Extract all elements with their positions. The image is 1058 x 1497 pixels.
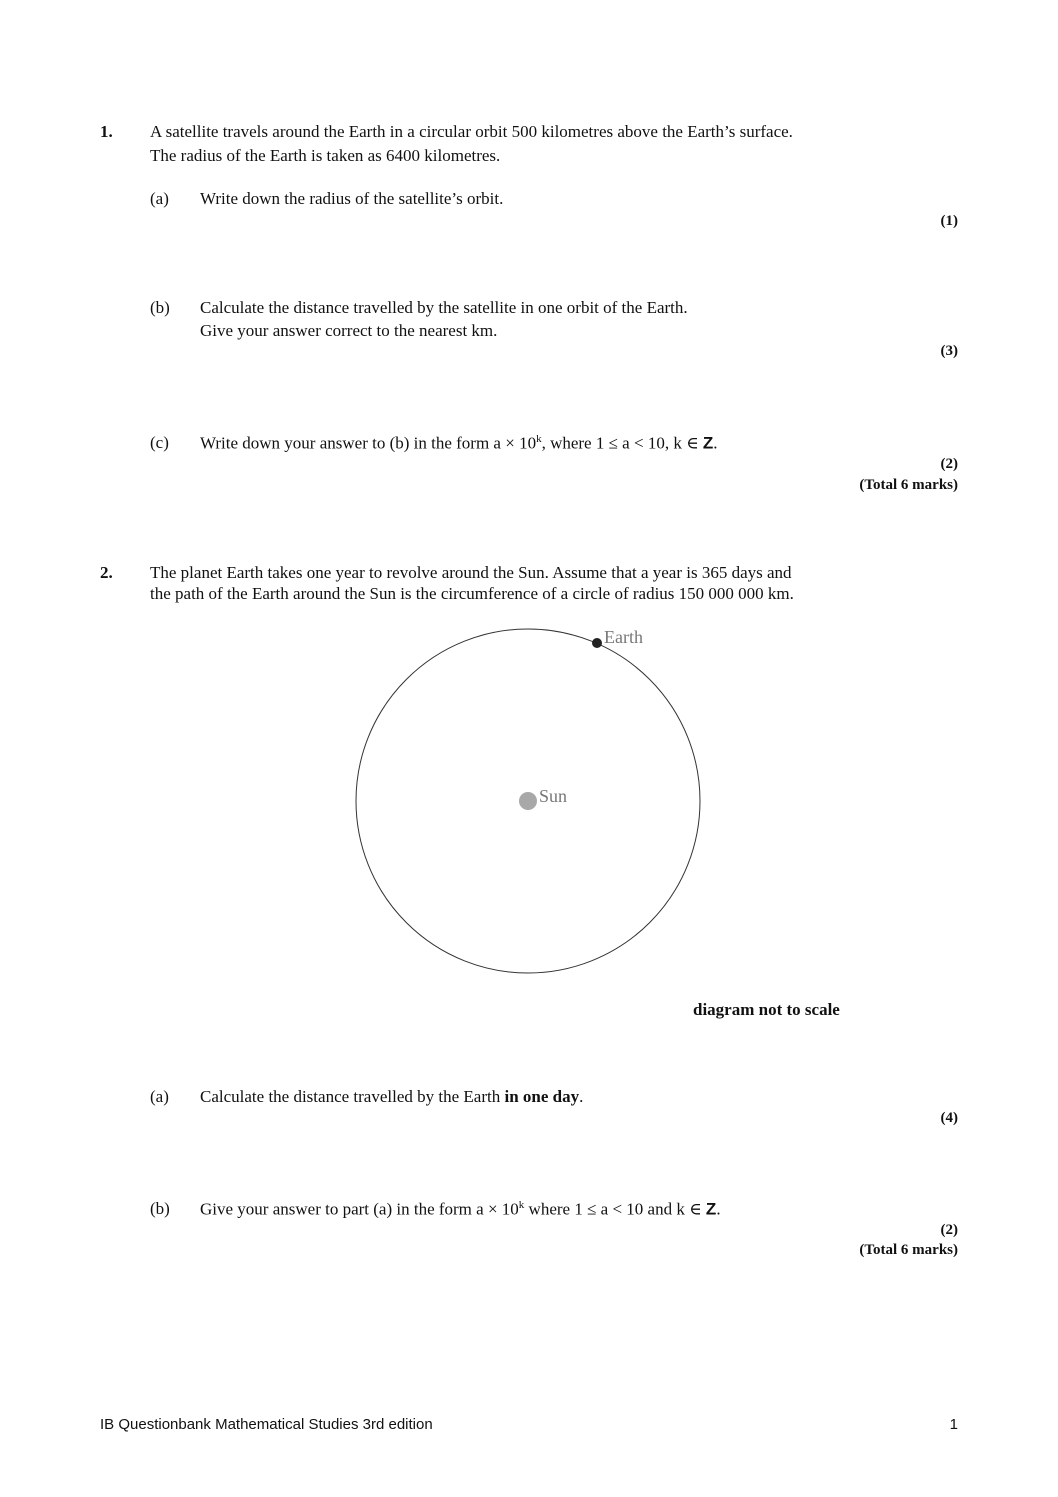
q1-total-marks: (Total 6 marks) [859, 477, 958, 493]
q1-part-c-text [200, 433, 718, 454]
q1-part-c-text-a: Write down your answer to (b) in the form a × 10 [200, 433, 537, 453]
q2-part-b-label: (b) [150, 1199, 170, 1218]
earth-label: Earth [604, 627, 643, 647]
question-1-stem-line2: The radius of the Earth is taken as 6400 kilometres. [150, 146, 501, 165]
q2-part-a-label: (a) [150, 1087, 169, 1106]
question-1-stem-line1: A satellite travels around the Earth in a circular orbit 500 kilometres above the Earth’s surface. [150, 122, 793, 141]
q1-part-c-end: . [713, 433, 718, 453]
q1-part-b-line1: Calculate the distance travelled by the satellite in one orbit of the Earth. [200, 298, 688, 317]
q2-total-marks: (Total 6 marks) [859, 1242, 958, 1258]
q2-part-b-end: . [716, 1199, 721, 1219]
earth-marker [592, 638, 602, 648]
q1-part-a-marks: (1) [940, 213, 958, 229]
q1-part-c-label: (c) [150, 433, 169, 452]
sun-marker [519, 792, 537, 810]
q2-part-a-marks: (4) [940, 1110, 958, 1126]
sun-label: Sun [539, 786, 568, 806]
q1-part-c-marks: (2) [940, 456, 958, 472]
question-2-number: 2. [100, 563, 113, 582]
q2-part-a-text-a: Calculate the distance travelled by the Earth [200, 1087, 505, 1106]
question-2-stem-line1: The planet Earth takes one year to revolve around the Sun. Assume that a year is 365 days and [150, 563, 792, 582]
q2-part-a-bold: in one day [504, 1087, 580, 1106]
question-2-stem-line2: the path of the Earth around the Sun is the circumference of a circle of radius 150 000 000 km. [150, 584, 794, 603]
q2-part-b-exponent: k [518, 1199, 525, 1211]
q2-part-a-text [200, 1087, 583, 1107]
q1-part-a-label: (a) [150, 189, 169, 208]
q2-part-b-integer-set: Z [705, 1199, 717, 1219]
q2-part-b-text [200, 1199, 721, 1220]
q1-part-b-marks: (3) [940, 343, 958, 359]
q1-part-a-text: Write down the radius of the satellite’s orbit. [200, 189, 504, 208]
q1-part-c-exponent: k [536, 433, 542, 445]
diagram-caption: diagram not to scale [693, 1000, 840, 1019]
q1-part-c-text-b: , where 1 ≤ a < 10, k ∈ [541, 433, 703, 453]
q2-part-b-text-b: where 1 ≤ a < 10 and k ∈ [524, 1199, 706, 1219]
q2-part-b-marks: (2) [940, 1222, 958, 1238]
q2-part-b-text-a: Give your answer to part (a) in the form a × 10 [200, 1199, 519, 1219]
orbit-diagram [340, 615, 720, 985]
q1-part-b-line2: Give your answer correct to the nearest km. [200, 321, 498, 340]
q2-part-a-end: . [579, 1087, 584, 1106]
footer-page-number: 1 [949, 1416, 958, 1433]
q1-part-c-integer-set: Z [702, 433, 714, 453]
q1-part-b-label: (b) [150, 298, 170, 317]
question-1-number: 1. [100, 122, 113, 141]
footer-title: IB Questionbank Mathematical Studies 3rd edition [100, 1416, 433, 1433]
